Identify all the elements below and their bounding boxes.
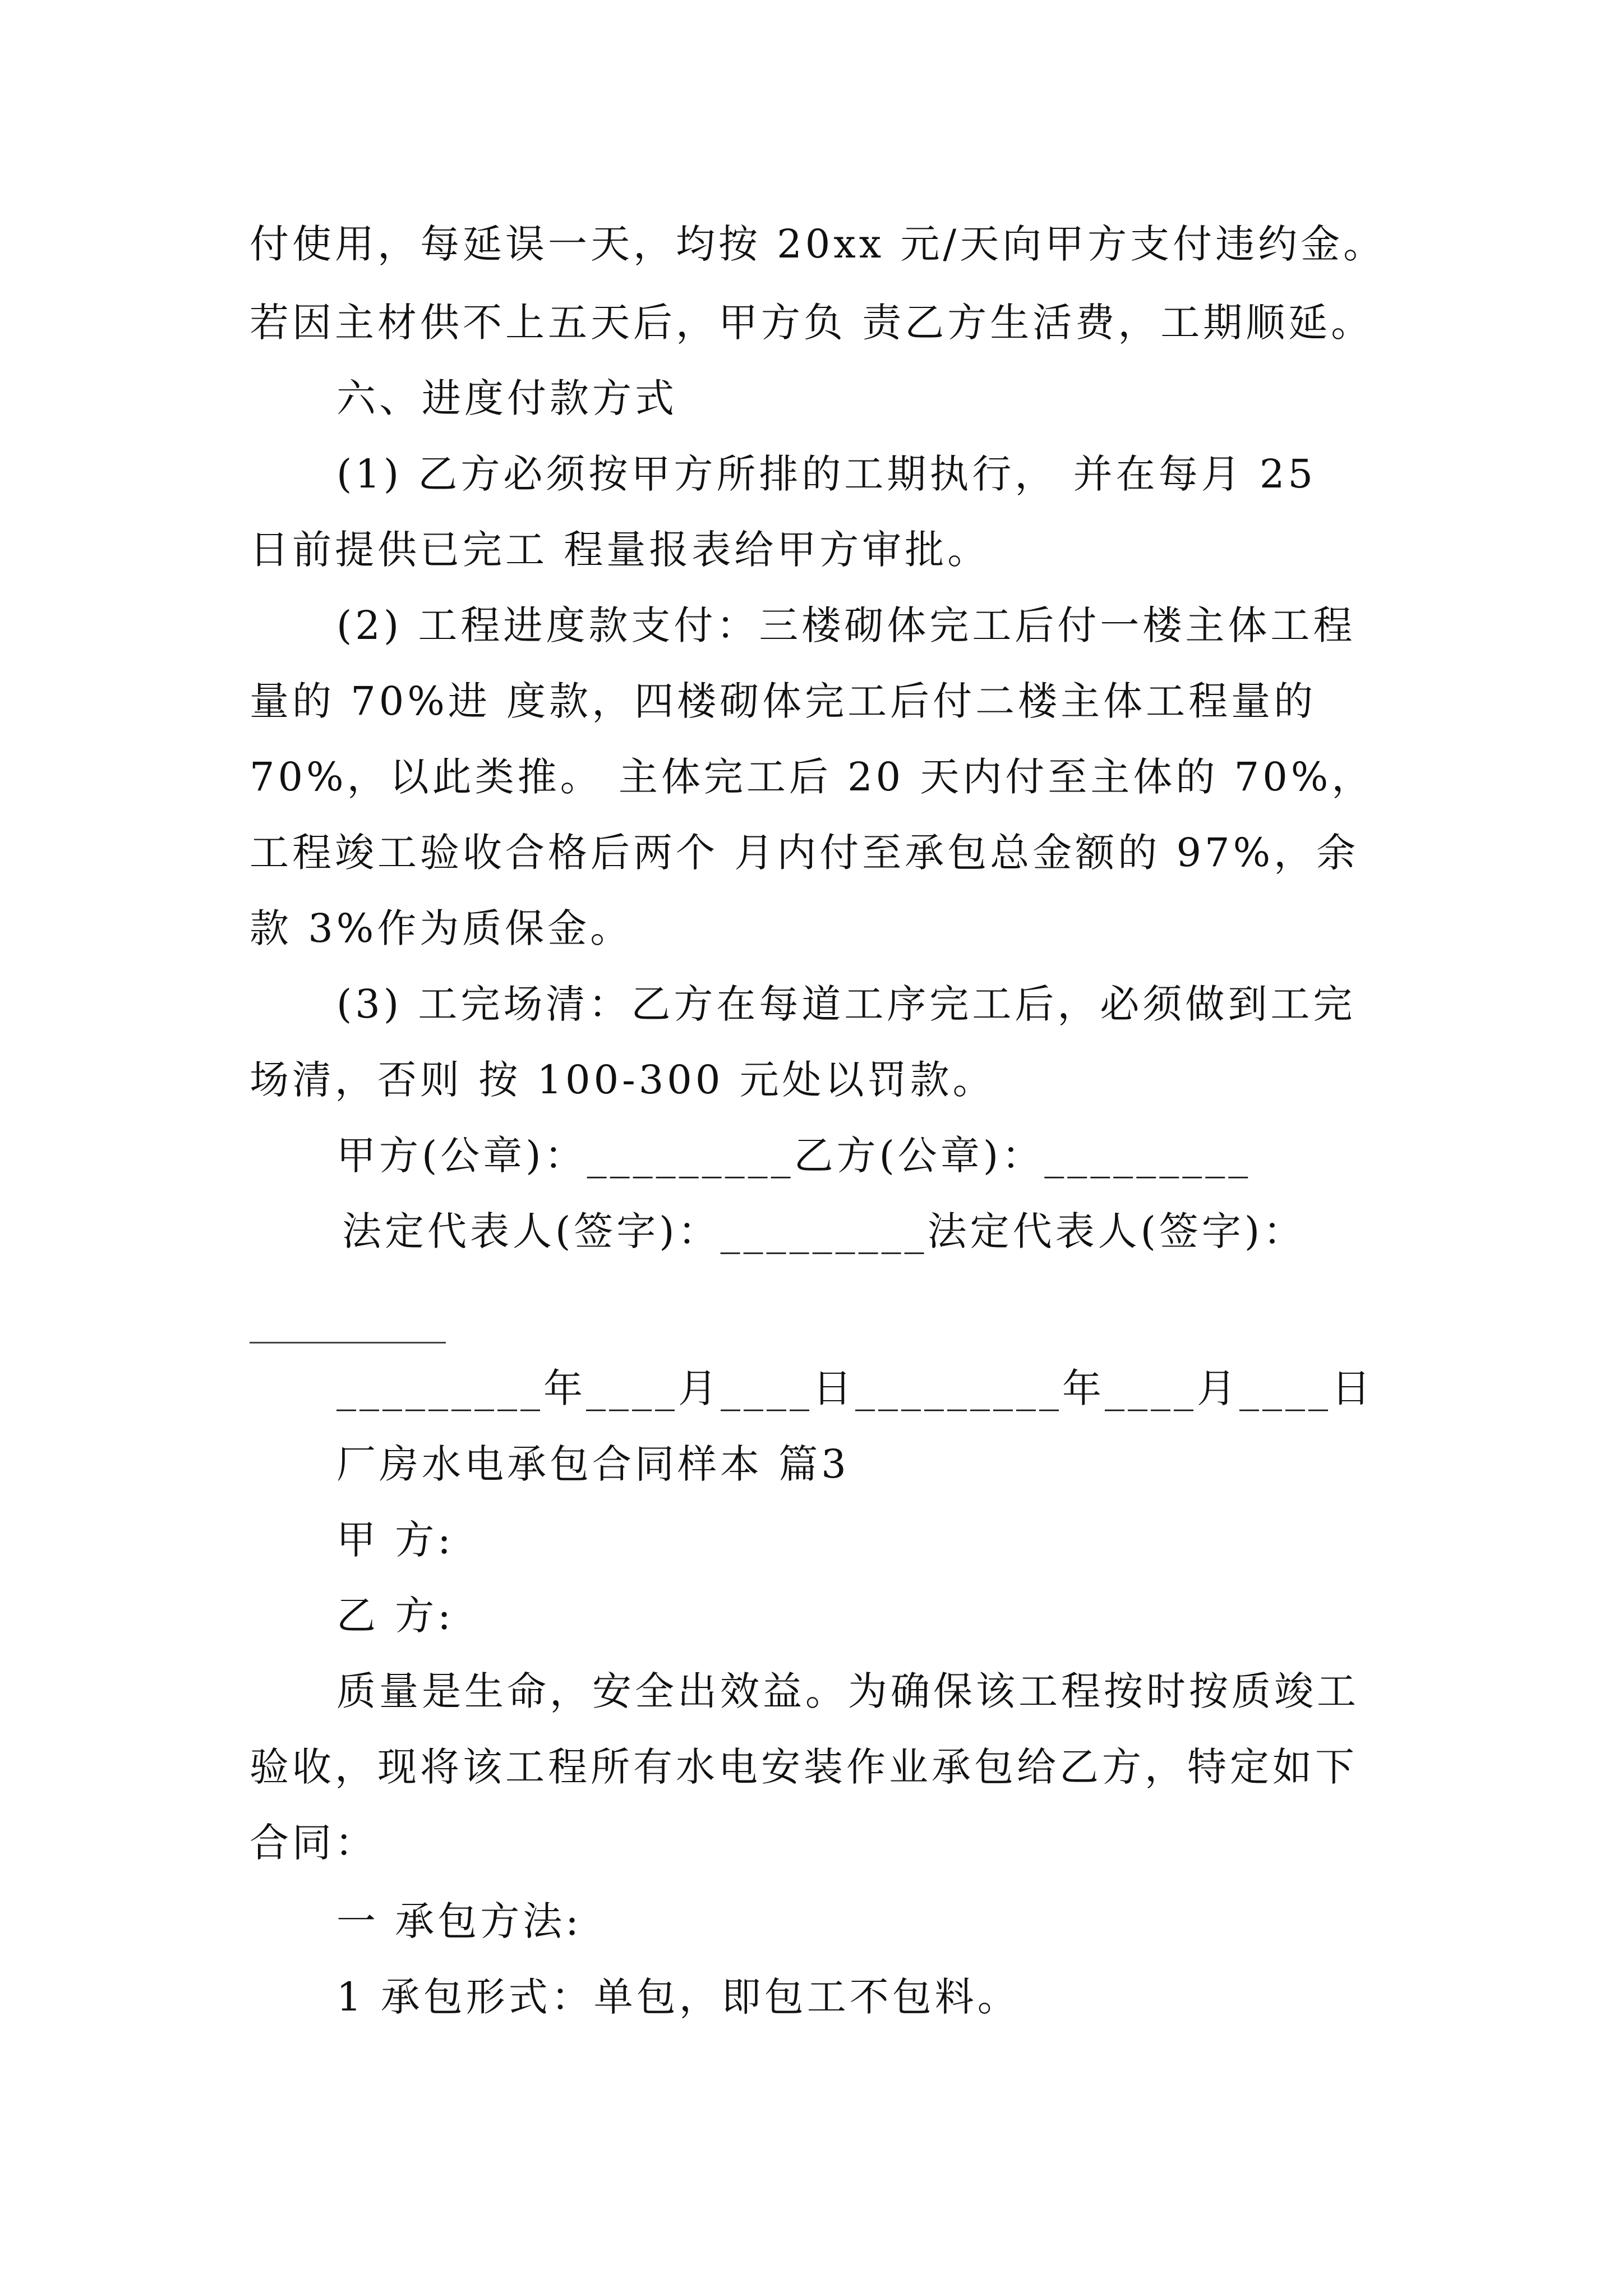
paragraph-line: 付使用，每延误一天，均按 20xx 元/天向甲方支付违约金。 (250, 221, 1386, 267)
paragraph-line: 场清，否则 按 100-300 元处以罚款。 (250, 1057, 995, 1103)
paragraph-line: (2) 工程进度款支付：三楼砌体完工后付一楼主体工程 (336, 602, 1356, 648)
party-a-label: 甲 方: (336, 1517, 454, 1563)
paragraph-line: (3) 工完场清：乙方在每道工序完工后，必须做到工完 (336, 981, 1356, 1027)
paragraph-line: 款 3%作为质保金。 (250, 905, 633, 951)
paragraph-line: 质量是生命，安全出效益。为确保该工程按时按质竣工 (336, 1668, 1359, 1714)
section-heading: 六、进度付款方式 (336, 375, 677, 421)
paragraph-line: 工程竣工验收合格后两个 月内付至承包总金额的 97%，余 (250, 830, 1359, 876)
paragraph-line: (1) 乙方必须按甲方所排的工期执行， 并在每月 25 (336, 451, 1316, 497)
paragraph-line: 量的 70%进 度款，四楼砌体完工后付二楼主体工程量的 (250, 678, 1317, 724)
party-b-label: 乙 方: (336, 1593, 454, 1639)
paragraph-line: 日前提供已完工 程量报表给甲方审批。 (250, 527, 990, 573)
document-title: 厂房水电承包合同样本 篇3 (336, 1441, 850, 1487)
signature-blank-line (250, 1342, 446, 1343)
paragraph-line: 70%，以此类推。 主体完工后 20 天内付至主体的 70%， (250, 754, 1375, 800)
paragraph-line: 1 承包形式：单包，即包工不包料。 (336, 1974, 1020, 2020)
section-heading: 一 承包方法: (336, 1898, 582, 1944)
signature-representative-line: 法定代表人(签字)：_________法定代表人(签字)： (342, 1208, 1306, 1254)
paragraph-line: 合同： (250, 1820, 377, 1866)
paragraph-line: 若因主材供不上五天后，甲方负 责乙方生活费，工期顺延。 (250, 300, 1374, 346)
date-line: _________年____月____日_________年____月____日 (336, 1365, 1374, 1411)
paragraph-line: 验收，现将该工程所有水电安装作业承包给乙方，特定如下 (250, 1744, 1358, 1790)
signature-seal-line: 甲方(公章)：_________乙方(公章)：_________ (336, 1133, 1252, 1179)
